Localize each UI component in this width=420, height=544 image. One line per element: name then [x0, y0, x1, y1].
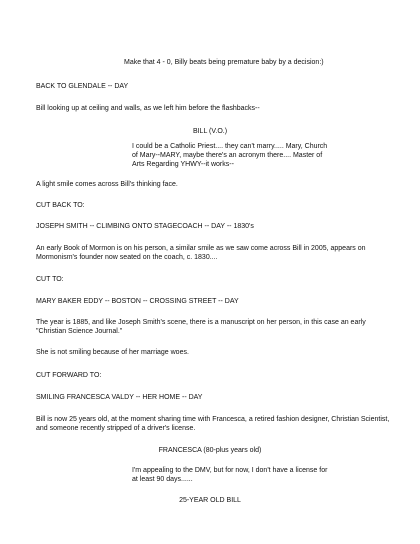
scene-heading: MARY BAKER EDDY -- BOSTON -- CROSSING STREET -- DAY — [36, 298, 239, 305]
character-name: 25-YEAR OLD BILL — [179, 497, 241, 504]
transition: CUT TO: — [36, 276, 64, 283]
character-name: BILL (V.O.) — [192, 128, 228, 135]
scene-heading: SMILING FRANCESCA VALDY -- HER HOME -- DAY — [36, 394, 203, 401]
transition: CUT FORWARD TO: — [36, 372, 102, 379]
action-line: Bill looking up at ceiling and walls, as we left him before the flashbacks-- — [36, 105, 260, 112]
character-name: FRANCESCA (80-plus years old) — [158, 447, 262, 454]
action-line: She is not smiling because of her marriage woes. — [36, 349, 189, 356]
action-line: A light smile comes across Bill's thinking face. — [36, 181, 178, 188]
scene-heading: JOSEPH SMITH -- CLIMBING ONTO STAGECOACH -- DAY -- 1830's — [36, 223, 254, 230]
action-paragraph: Bill is now 25 years old, at the moment sharing time with Francesca, a retired fashion designer, Christian Scientist, and someone recently stripped of a driver's license. — [36, 416, 390, 432]
dialogue: I could be a Catholic Priest.... they can't marry..... Mary, Church of Mary--MARY, maybe there's an acronym there.... Master of Arts Regarding YHWY--it works-- — [132, 143, 328, 168]
action-paragraph: The year is 1885, and like Joseph Smith's scene, there is a manuscript on her person, in this case an early "Christian Science Journal." — [36, 319, 366, 335]
action-paragraph: An early Book of Mormon is on his person, a similar smile as we saw come across Bill in 2005, appears on Mormonism's founder now seated on the coach, c. 1830.... — [36, 245, 366, 261]
scene-heading: BACK TO GLENDALE -- DAY — [36, 83, 129, 90]
dialogue: I'm appealing to the DMV, but for now, I don't have a license for at least 90 days...... — [132, 467, 328, 483]
transition: CUT BACK TO: — [36, 202, 85, 209]
action-line: Make that 4 - 0, Billy beats being premature baby by a decision:) — [124, 59, 324, 66]
